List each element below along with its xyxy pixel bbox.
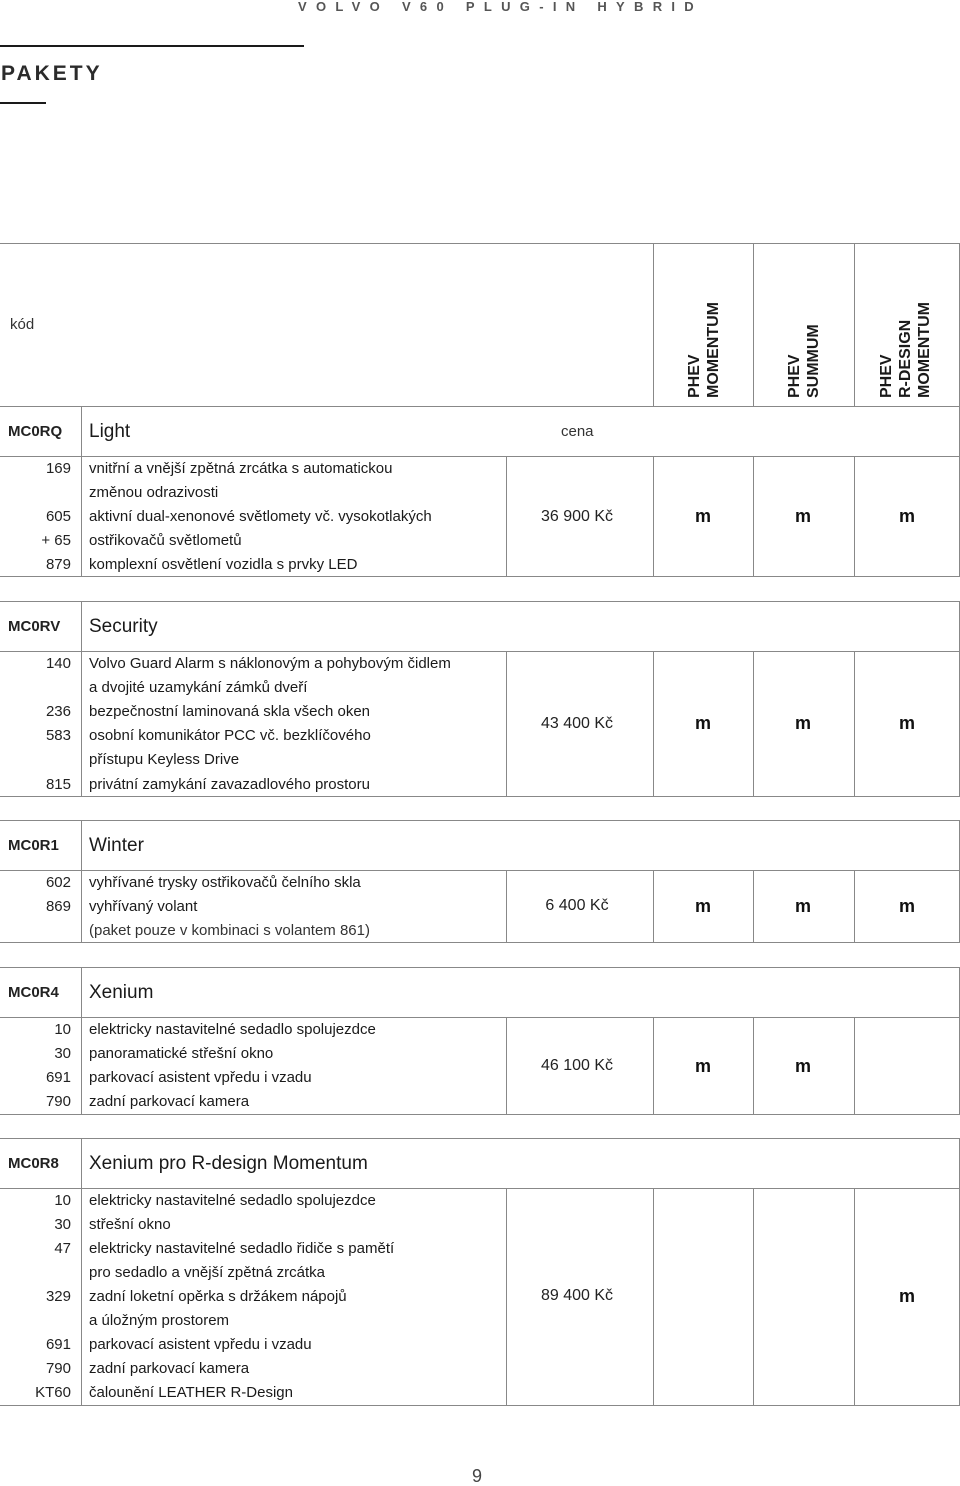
option-text: bezpečnostní laminovaná skla všech oken: [89, 703, 371, 720]
availability-dot: m: [794, 713, 811, 733]
availability-dot: m: [898, 713, 915, 733]
availability-dot: m: [694, 506, 711, 526]
option-number: 879: [45, 556, 71, 573]
option-text: parkovací asistent vpředu i vzadu: [89, 1336, 312, 1353]
availability-dot: m: [694, 896, 711, 916]
package-price: 89 400 Kč: [540, 1287, 614, 1304]
option-number: 691: [45, 1336, 71, 1353]
column-header-line: R-DESIGN: [897, 319, 914, 398]
package-price: 36 900 Kč: [540, 508, 614, 525]
option-text: Volvo Guard Alarm s náklonovým a pohybovým čidlem: [89, 655, 451, 672]
brand-header: VOLVO V60 PLUG-IN HYBRID: [298, 0, 703, 14]
availability-dot: m: [694, 713, 711, 733]
option-number: 140: [45, 655, 71, 672]
package-name: Light: [89, 421, 131, 442]
option-text: elektricky nastavitelné sedadlo spolujezdce: [89, 1021, 376, 1038]
option-text: komplexní osvětlení vozidla s prvky LED: [89, 556, 358, 573]
option-text: aktivní dual-xenonové světlomety vč. vysokotlakých: [89, 508, 432, 525]
option-text: zadní loketní opěrka s držákem nápojů: [89, 1288, 347, 1305]
option-number: KT60: [35, 1384, 71, 1401]
availability-dot: m: [898, 1286, 915, 1306]
option-text: elektricky nastavitelné sedadlo řidiče s pamětí: [89, 1240, 395, 1257]
option-text: parkovací asistent vpředu i vzadu: [89, 1069, 312, 1086]
price-column-header: cena: [561, 423, 594, 440]
title-underline: [0, 102, 46, 104]
option-text: zadní parkovací kamera: [89, 1360, 250, 1377]
package-price: 46 100 Kč: [540, 1057, 614, 1074]
availability-dot: m: [794, 1056, 811, 1076]
option-number: 10: [54, 1192, 71, 1209]
option-number: 236: [45, 703, 71, 720]
package-price: 6 400 Kč: [545, 897, 609, 914]
option-number: 869: [45, 898, 71, 915]
package-name: Xenium: [89, 982, 154, 1003]
option-number: 790: [45, 1360, 71, 1377]
option-note: (paket pouze v kombinaci s volantem 861): [89, 922, 370, 939]
column-header-line: PHEV: [686, 354, 703, 398]
option-text: vnitřní a vnější zpětná zrcátka s automatickou: [89, 460, 393, 477]
column-header-line: MOMENTUM: [916, 302, 933, 398]
option-number: 790: [45, 1093, 71, 1110]
package-name: Security: [89, 616, 158, 637]
availability-dot: m: [794, 506, 811, 526]
option-number: 329: [45, 1288, 71, 1305]
option-text: elektricky nastavitelné sedadlo spolujezdce: [89, 1192, 376, 1209]
option-text: osobní komunikátor PCC vč. bezklíčového: [89, 727, 371, 744]
section-title: PAKETY: [1, 62, 103, 85]
option-text: ostřikovačů světlometů: [89, 532, 242, 549]
option-number: + 65: [41, 532, 71, 549]
option-number: 30: [54, 1216, 71, 1233]
option-number: 602: [45, 874, 71, 891]
availability-dot: m: [794, 896, 811, 916]
availability-dot: m: [898, 506, 915, 526]
option-number: 691: [45, 1069, 71, 1086]
option-number: 605: [45, 508, 71, 525]
column-header-line: PHEV: [878, 354, 895, 398]
option-text: a dvojité uzamykání zámků dveří: [89, 679, 308, 696]
option-text: vyhřívaný volant: [89, 898, 198, 915]
column-header-line: PHEV: [786, 354, 803, 398]
column-header-line: MOMENTUM: [705, 302, 722, 398]
package-code: MC0R1: [8, 837, 59, 854]
option-number: 30: [54, 1045, 71, 1062]
option-text: zadní parkovací kamera: [89, 1093, 250, 1110]
package-code: MC0R8: [8, 1155, 59, 1172]
availability-dot: m: [898, 896, 915, 916]
page-number: 9: [472, 1466, 483, 1486]
package-code: MC0R4: [8, 984, 59, 1001]
package-code: MC0RV: [8, 618, 61, 635]
availability-dot: m: [694, 1056, 711, 1076]
option-text: změnou odrazivosti: [89, 484, 219, 501]
package-name: Xenium pro R-design Momentum: [89, 1153, 368, 1174]
option-text: privátní zamykání zavazadlového prostoru: [89, 776, 370, 793]
package-price: 43 400 Kč: [540, 715, 614, 732]
option-text: vyhřívané trysky ostřikovačů čelního skla: [89, 874, 361, 891]
option-text: čalounění LEATHER R-Design: [89, 1384, 293, 1401]
option-text: panoramatické střešní okno: [89, 1045, 274, 1062]
option-number: 169: [45, 460, 71, 477]
column-header-momentum: [685, 302, 723, 398]
code-column-header: kód: [10, 316, 35, 333]
option-text: a úložným prostorem: [89, 1312, 230, 1329]
column-header-line: SUMMUM: [805, 324, 822, 398]
top-rule: [0, 45, 304, 47]
option-text: střešní okno: [89, 1216, 171, 1233]
column-header-summum: [785, 324, 823, 398]
option-number: 583: [45, 727, 71, 744]
column-header-rdesign-momentum: [877, 302, 934, 398]
option-number: 47: [54, 1240, 71, 1257]
option-number: 10: [54, 1021, 71, 1038]
package-name: Winter: [89, 835, 144, 856]
option-text: přístupu Keyless Drive: [89, 751, 240, 768]
package-code: MC0RQ: [8, 423, 63, 440]
option-number: 815: [45, 776, 71, 793]
option-text: pro sedadlo a vnější zpětná zrcátka: [89, 1264, 325, 1281]
